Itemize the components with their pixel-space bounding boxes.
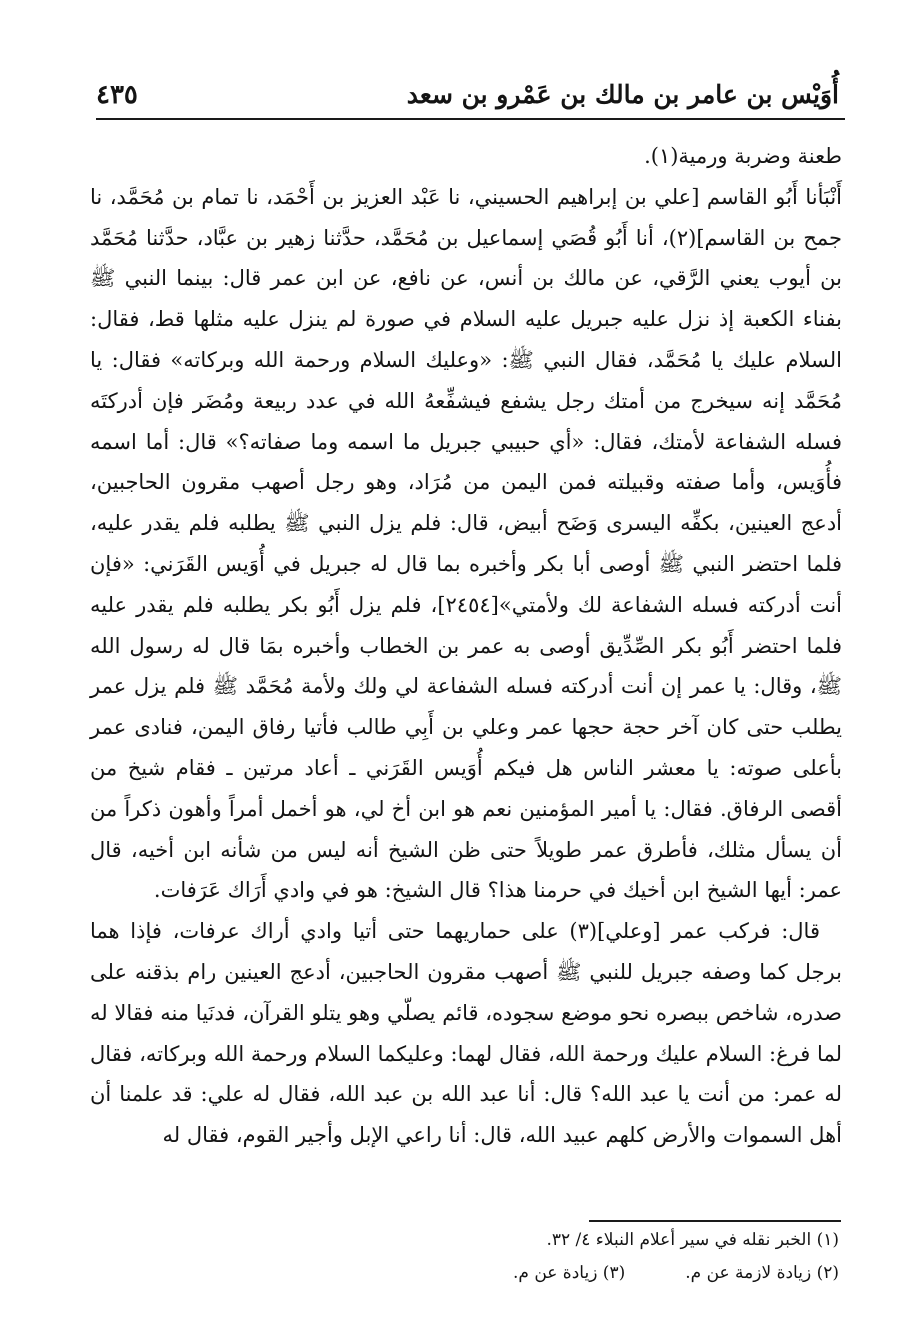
footnote-row [139,1257,839,1290]
header-divider [96,118,845,120]
footnote-3: (٣) زيادة عن م. [512,1263,626,1283]
paragraph-hadith-chain: أَنْبَأنا أَبُو القاسم [علي بن إبراهيم الحسيني، نا عَبْد العزيز بن أَحْمَد، نا تمام بن مُحَمَّد، نا جمح بن القاسم](٢)، أنا أَبُو قُصَي إسماعيل بن مُحَمَّد، حدَّثنا زهير بن عبَّاد، حدَّثنا مُحَمَّد بن أيوب يعني الرَّقي، عن مالك بن أنس، عن نافع، عن ابن عمر قال: بينما النبي ﷺ بفناء الكعبة إذ نزل عليه جبريل عليه السلام في صورة لم ينزل عليه مثلها قط، فقال: السلام عليك يا مُحَمَّد، فقال النبي ﷺ: «وعليك السلام ورحمة الله وبركاته» فقال: يا مُحَمَّد إنه سيخرج من أمتك رجل يشفع فيشفِّعهُ الله في عدد ربيعة ومُضَر فإن أدركتَه فسله الشفاعة لأمتك، فقال: «أي حبيبي جبريل ما اسمه وما صفاته؟» قال: أما اسمه فأُوَيس، وأما صفته وقبيلته فمن اليمن من مُرَاد، وهو رجل أصهب مقرون الحاجبين، أدعج العينين، بكفِّه اليسرى وَضَح أبيض، قال: فلم يزل النبي ﷺ يطلبه فلم يقدر عليه، فلما احتضر النبي ﷺ أوصى أبا بكر وأخبره بما قال له جبريل في أُوَيس القَرَني: «فإن أنت أدركته فسله الشفاعة لك ولأمتي»[٢٤٥٤]، فلم يزل أَبُو بكر يطلبه فلم يقدر عليه فلما احتضر أَبُو بكر الصِّدِّيق أوصى به عمر بن الخطاب وأخبره بمَا قال له رسول الله ﷺ، وقال: يا عمر إن أنت أدركته فسله الشفاعة لي ولك ولأمة مُحَمَّد ﷺ فلم يزل عمر يطلب حتى كان آخر حجة حجها عمر وعلي بن أَبِي طالب فأتيا رفاق اليمن، فنادى عمر بأعلى صوته: يا معشر الناس هل فيكم أُوَيس القَرَني ـ أعاد مرتين ـ فقام شيخ من أقصى الرفاق. فقال: يا أمير المؤمنين نعم هو ابن أخ لي، هو أخمل أمراً وأهون ذكراً من أن يسأل مثلك، فأطرق عمر طويلاً حتى ظن الشيخ أنه ليس من شأنه ابن أخيه، قال عمر: أيها الشيخ ابن أخيك في حرمنا هذا؟ قال الشيخ: هو في وادي أَرَاك عَرَفات. [90,184,843,903]
paragraph-journey: قال: فركب عمر [وعلي](٣) على حماريهما حتى أتيا وادي أراك عرفات، فإذا هما برجل كما وصفه جبريل للنبي ﷺ أصهب مقرون الحاجبين، أدعج العينين رام بذقنه على صدره، شاخص ببصره نحو موضع سجوده، قائم يصلّي وهو يتلو القرآن، فدنَيا منه فقالا له لما فرغ: السلام عليك ورحمة الله، فقال لهما: وعليكما السلام ورحمة الله وبركاته، فقال له عمر: من أنت يا عبد الله؟ قال: أنا عبد الله بن عبد الله، فقال له علي: قد علمنا أن أهل السموات والأرض كلهم عبيد الله، قال: أنا راعي الإبل وأجير القوم، فقال له [90,919,842,1148]
footnote-1: (١) الخبر نقله في سير أعلام النبلاء ٤/ ٣٢. [546,1230,839,1250]
footnote-2: (٢) زيادة لازمة عن م. [685,1263,839,1283]
footnote-divider [589,1220,841,1222]
main-text [90,136,842,1156]
page-number: ٤٣٥ [96,80,138,110]
footnotes [139,1224,839,1290]
paragraph-opening: طعنة وضربة ورمية(١). [644,144,842,168]
running-header-title: أُوَيْس بن عامر بن مالك بن عَمْرو بن سعد [406,80,839,109]
